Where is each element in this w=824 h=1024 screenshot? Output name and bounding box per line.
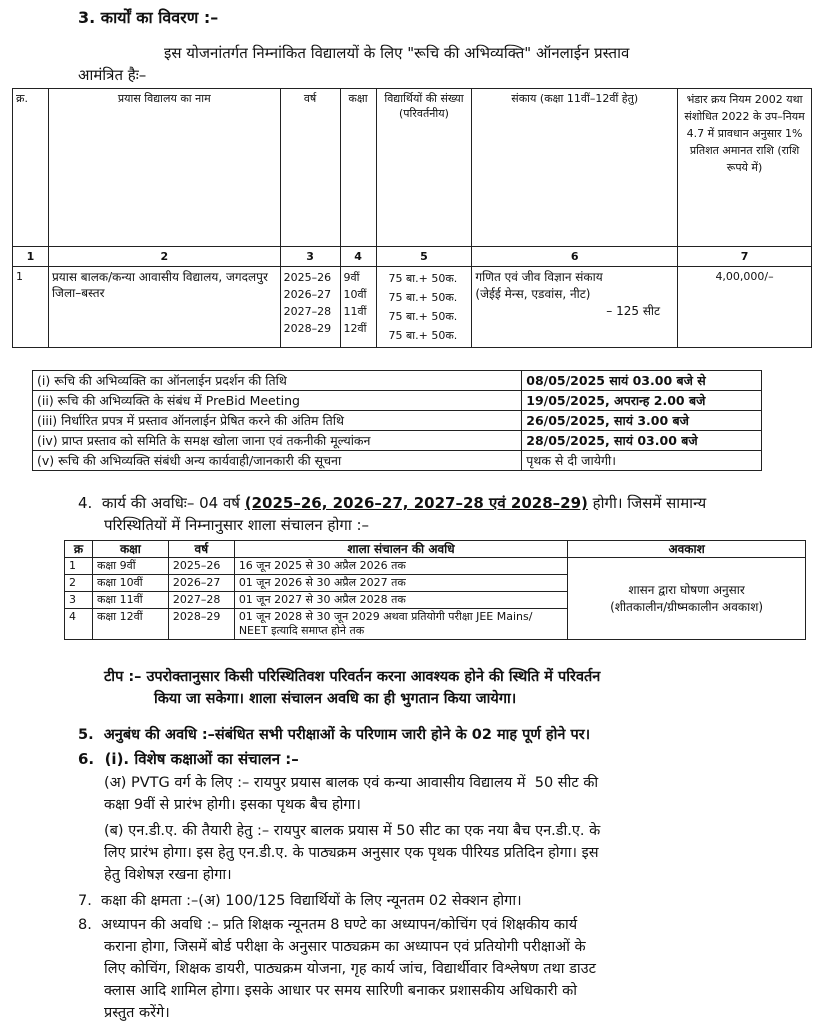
table-row	[33, 431, 762, 451]
col-number: 1	[13, 247, 49, 267]
schedule-table	[32, 370, 762, 471]
row-students: 75 बा.+ 50क.	[388, 272, 458, 285]
schools-table	[12, 88, 812, 348]
session-sno: 4	[65, 609, 93, 640]
session-year: 2028–29	[168, 609, 234, 640]
row-students: 75 बा.+ 50क.	[388, 310, 458, 323]
row-year: 2027–28	[283, 305, 332, 318]
col-number: 2	[48, 247, 280, 267]
schedule-value: 19/05/2025, अपरान्ह 2.00 बजे	[522, 391, 762, 411]
row-class: 12वीं	[343, 322, 367, 335]
schedule-label: (ii) रूचि की अभिव्यक्ति के संबंध में PreBid Meeting	[33, 391, 522, 411]
row-year: 2026–27	[283, 288, 332, 301]
row-class: 10वीं	[343, 288, 367, 301]
th-holiday: अवकाश	[568, 541, 806, 558]
table-row	[33, 451, 762, 471]
th-year: वर्ष	[168, 541, 234, 558]
session-period: 01 जून 2026 से 30 अप्रैल 2027 तक	[234, 575, 567, 592]
th-year: वर्ष	[280, 89, 340, 247]
table-row	[65, 558, 806, 575]
section-8-line3: लिए कोचिंग, शिक्षक डायरी, पाठ्यक्रम योजना, गृह कार्य जांच, विद्यार्थीवार विश्लेषण तथा डाउट	[104, 961, 596, 977]
th-faculty: संकाय (कक्षा 11वीं–12वीं हेतु)	[472, 89, 678, 247]
row-faculty-exams: (जेईई मेन्स, एडवांस, नीट)	[475, 287, 591, 301]
schedule-value: 08/05/2025 सायं 03.00 बजे से	[522, 371, 762, 391]
schedule-label: (v) रूचि की अभिव्यक्ति संबंधी अन्य कार्यवाही/जानकारी की सूचना	[33, 451, 522, 471]
col-number: 6	[472, 247, 678, 267]
session-sno: 1	[65, 558, 93, 575]
session-class: कक्षा 9वीं	[92, 558, 168, 575]
schedule-label: (i) रूचि की अभिव्यक्ति का ऑनलाईन प्रदर्शन की तिथि	[33, 371, 522, 391]
session-year: 2027–28	[168, 592, 234, 609]
row-faculty-seats: – 125 सीट	[606, 304, 661, 318]
col-number: 5	[376, 247, 472, 267]
session-year: 2025–26	[168, 558, 234, 575]
row-year: 2025–26	[283, 271, 332, 284]
section-8-line2: कराना होगा, जिसमें बोर्ड परीक्षा के अनुसार पाठ्यक्रम का अध्यापन एवं प्रतियोगी परीक्षाओं के	[104, 939, 586, 955]
row-students: 75 बा.+ 50क.	[388, 291, 458, 304]
row-class: 11वीं	[343, 305, 367, 318]
row-school-name: प्रयास बालक/कन्या आवासीय विद्यालय, जगदलपुर जिला–बस्तर	[48, 267, 280, 348]
th-sno: क्र.	[13, 89, 49, 247]
th-period: शाला संचालन की अवधि	[234, 541, 567, 558]
th-school-name: प्रयास विद्यालय का नाम	[48, 89, 280, 247]
session-class: कक्षा 12वीं	[92, 609, 168, 640]
th-deposit: भंडार क्रय नियम 2002 यथा संशोधित 2022 के उप–नियम 4.7 में प्रावधान अनुसार 1% प्रतिशत अमानत राशि (राशि रूपये में)	[678, 89, 812, 247]
session-sno: 3	[65, 592, 93, 609]
section-4-title: 4. कार्य की अवधिः– 04 वर्ष	[78, 494, 245, 512]
session-sno: 2	[65, 575, 93, 592]
session-year: 2026–27	[168, 575, 234, 592]
section-3-intro-line2: आमंत्रित हैः–	[78, 66, 147, 84]
schedule-label: (iv) प्राप्त प्रस्ताव को समिति के समक्ष खोला जाना एवं तकनीकी मूल्यांकन	[33, 431, 522, 451]
session-class: कक्षा 11वीं	[92, 592, 168, 609]
section-3-heading: 3. कार्यों का विवरण :–	[78, 8, 219, 27]
th-students: विद्यार्थियों की संख्या (परिवर्तनीय)	[376, 89, 472, 247]
section-6-b-line3: हेतु विशेषज्ञ रखना होगा।	[104, 867, 232, 883]
section-6-heading: 6. (i). विशेष कक्षाओं का संचालन :–	[78, 750, 299, 768]
session-holiday: शासन द्वारा घोषणा अनुसार (शीतकालीन/ग्रीष्मकालीन अवकाश)	[568, 558, 806, 640]
schedule-value: 28/05/2025, सायं 03.00 बजे	[522, 431, 762, 451]
row-class: 9वीं	[343, 271, 360, 284]
section-4-line2: परिस्थितियों में निम्नानुसार शाला संचालन होगा :–	[104, 516, 370, 534]
session-period: 16 जून 2025 से 30 अप्रैल 2026 तक	[234, 558, 567, 575]
section-5: 5. अनुबंध की अवधि :–संबंधित सभी परीक्षाओं के परिणाम जारी होने के 02 माह पूर्ण होने पर।	[78, 727, 591, 743]
section-7: 7. कक्षा की क्षमता :–(अ) 100/125 विद्यार्थियों के लिए न्यूनतम 02 सेक्शन होगा।	[78, 893, 522, 909]
col-number: 7	[678, 247, 812, 267]
section-8-line5: प्रस्तुत करेंगे।	[104, 1005, 170, 1021]
section-4-years: (2025–26, 2026–27, 2027–28 एवं 2028–29)	[244, 494, 588, 512]
section-6-a-line1: (अ) PVTG वर्ग के लिए :– रायपुर प्रयास बालक एवं कन्या आवासीय विद्यालय में 50 सीट की	[104, 775, 599, 791]
section-8-line4: क्लास आदि शामिल होगा। इसके आधार पर समय सारिणी बनाकर प्रशासकीय अधिकारी को	[104, 983, 577, 999]
section-6-b-line2: लिए प्रारंभ होगा। इस हेतु एन.डी.ए. के पाठ्यक्रम अनुसार एक पृथक पीरियड प्रतिदिन होगा। इस	[104, 845, 599, 861]
table-row	[33, 411, 762, 431]
section-6-b-line1: (ब) एन.डी.ए. की तैयारी हेतु :– रायपुर बालक प्रयास में 50 सीट का एक नया बैच एन.डी.ए. के	[104, 823, 601, 839]
th-class: कक्षा	[340, 89, 376, 247]
table-row	[33, 371, 762, 391]
th-class: कक्षा	[92, 541, 168, 558]
col-number: 4	[340, 247, 376, 267]
section-4-tail: होगी। जिसमें सामान्य	[587, 494, 707, 512]
session-period: 01 जून 2028 से 30 जून 2029 अथवा प्रतियोगी परीक्षा JEE Mains/ NEET इत्यादि समाप्त होने तक	[234, 609, 567, 640]
schedule-label: (iii) निर्धारित प्रपत्र में प्रस्ताव ऑनलाईन प्रेषित करने की अंतिम तिथि	[33, 411, 522, 431]
table-row	[13, 267, 812, 348]
section-8-line1: 8. अध्यापन की अवधि :– प्रति शिक्षक न्यूनतम 8 घण्टे का अध्यापन/कोचिंग एवं शिक्षकीय कार्य	[78, 917, 578, 933]
row-sno: 1	[13, 267, 49, 348]
section-3-intro-line1: इस योजनांतर्गत निम्नांकित विद्यालयों के लिए "रूचि की अभिव्यक्ति" ऑनलाईन प्रस्ताव	[164, 44, 630, 62]
session-period: 01 जून 2027 से 30 अप्रैल 2028 तक	[234, 592, 567, 609]
note-line2: किया जा सकेगा। शाला संचालन अवधि का ही भुगतान किया जायेगा।	[154, 691, 517, 707]
section-4-line1	[78, 492, 706, 514]
row-students: 75 बा.+ 50क.	[388, 329, 458, 342]
schedule-value: 26/05/2025, सायं 3.00 बजे	[522, 411, 762, 431]
session-table	[64, 540, 806, 640]
note-line1: टीप :– उपरोक्तानुसार किसी परिस्थितिवश परिवर्तन करना आवश्यक होने की स्थिति में परिवर्तन	[104, 669, 601, 685]
session-class: कक्षा 10वीं	[92, 575, 168, 592]
th-sno: क्र	[65, 541, 93, 558]
section-6-a-line2: कक्षा 9वीं से प्रारंभ होगी। इसका पृथक बैच होगा।	[104, 797, 361, 813]
table-row	[33, 391, 762, 411]
row-faculty: गणित एवं जीव विज्ञान संकाय	[475, 270, 603, 284]
row-amount: 4,00,000/–	[678, 267, 812, 348]
row-year: 2028–29	[283, 322, 332, 335]
schedule-value: पृथक से दी जायेगी।	[522, 451, 762, 471]
col-number: 3	[280, 247, 340, 267]
